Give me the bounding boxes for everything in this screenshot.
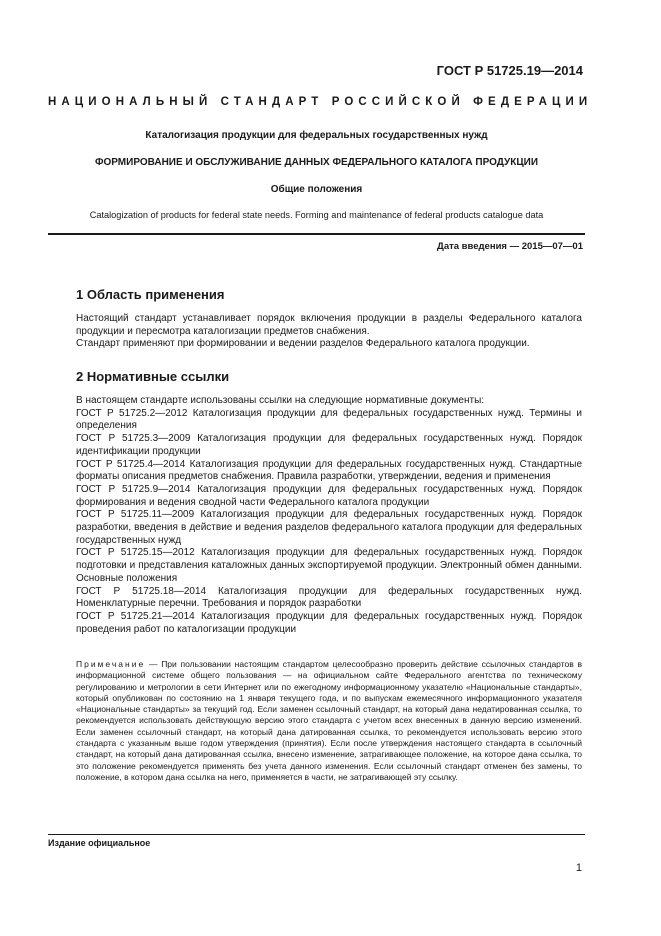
english-title: Catalogization of products for federal state needs. Forming and maintenance of federal products catalogue data (89, 210, 544, 220)
introduction-date: Дата введения — 2015—07—01 (437, 241, 583, 252)
note-text: — При пользовании настоящим стандартом целесообразно проверить действие ссылочных стандартов в информационной системе общего пользования — на официальном сайте Федерального агентства по техническому регулированию и метрологии в сети Интернет или по ежегодному информационному указателю «Национальные стандарты», который опубликован по состоянию на 1 января текущего года, и по выпускам ежемесячного информационного указателя «Национальные стандарты» за текущий год. Если заменен ссылочный стандарт, на который дана недатированная ссылка, то рекомендуется использовать действующую версию этого стандарта с учетом всех внесенных в данную версию изменений. Если заменен ссылочный стандарт, на который дана датированная ссылка, то рекомендуется использовать версию этого стандарта с указанным выше годом утверждения (принятия). Если после утверждения настоящего стандарта в ссылочный стандарт, на который дана датированная ссылка, внесено изменение, затрагивающее положение, на которое дана ссылка, то это положение рекомендуется применять без учета данного изменения. Если ссылочный стандарт отменен без замены, то положение, в котором дана ссылка на него, применяется в части, не затрагивающей эту ссылку. (76, 659, 582, 782)
reference-item: ГОСТ Р 51725.9—2014 Каталогизация продукции для федеральных государственных нужд. Порядок формирования и ведения сводной части Федерального каталога продукции (76, 483, 582, 508)
section-2-body (48, 395, 582, 636)
reference-item: ГОСТ Р 51725.3—2009 Каталогизация продукции для федеральных государственных нужд. Порядок идентификации продукции (76, 433, 582, 457)
section-1-paragraph-1: Настоящий стандарт устанавливает порядок включения продукции в разделы Федерального каталога продукции и пересмотра каталогизации предметов снабжения. (76, 313, 582, 337)
reference-item: ГОСТ Р 51725.18—2014 Каталогизация продукции для федеральных государственных нужд. Номенклатурные перечни. Требования и порядок разработки (76, 585, 582, 610)
section-2-heading: 2 Нормативные ссылки (76, 369, 230, 384)
standard-designation: НАЦИОНАЛЬНЫЙ СТАНДАРТ РОССИЙСКОЙ ФЕДЕРАЦИИ (48, 96, 593, 108)
reference-item: ГОСТ Р 51725.11—2009 Каталогизация продукции для федеральных государственных нужд. Порядок разработки, введения в действие и ведения разделов федерального каталога продукции для федеральных государственных нужд (76, 509, 582, 546)
section-1-heading: 1 Область применения (76, 287, 225, 302)
official-edition-label: Издание официальное (48, 838, 151, 848)
note-label: Примечание (76, 659, 146, 669)
note-paragraph (48, 659, 582, 783)
document-code: ГОСТ Р 51725.19—2014 (436, 63, 583, 78)
page-number: 1 (575, 862, 582, 874)
series-title: Каталогизация продукции для федеральных государственных нужд (145, 130, 488, 141)
reference-item: ГОСТ Р 51725.21—2014 Каталогизация продукции для федеральных государственных нужд. Порядок проведения работ по каталогизации продукции (76, 610, 582, 635)
section-1-body (48, 313, 582, 351)
footer-divider (48, 834, 585, 835)
section-2-intro: В настоящем стандарте использованы ссылки на следующие нормативные документы: (76, 395, 485, 406)
part-title: Общие положения (270, 184, 363, 195)
reference-item: ГОСТ Р 51725.15—2012 Каталогизация продукции для федеральных государственных нужд. Порядок подготовки и представления каталожных данных экспортируемой продукции. Электронный обмен данными. Основные положения (76, 547, 582, 584)
main-title: ФОРМИРОВАНИЕ И ОБСЛУЖИВАНИЕ ДАННЫХ ФЕДЕРАЛЬНОГО КАТАЛОГА ПРОДУКЦИИ (94, 157, 539, 168)
title-divider (48, 233, 585, 235)
reference-item: ГОСТ Р 51725.4—2014 Каталогизация продукции для федеральных государственных нужд. Стандартные форматы описания предметов снабжения. Правила разработки, утверждении, ведения и применения (76, 458, 582, 483)
reference-item: ГОСТ Р 51725.2—2012 Каталогизация продукции для федеральных государственных нужд. Термины и определения (76, 407, 582, 432)
note-block (48, 659, 582, 783)
section-1-paragraph-2: Стандарт применяют при формировании и ведении разделов Федерального каталога продукции. (76, 338, 530, 350)
